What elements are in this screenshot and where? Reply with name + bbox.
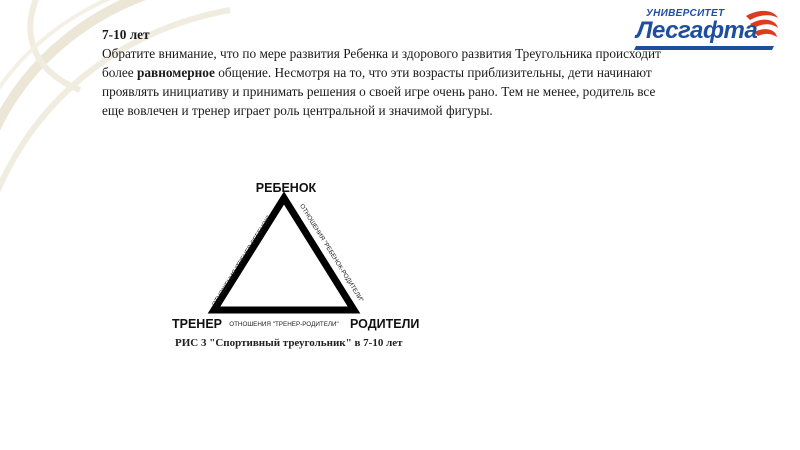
vertex-coach: ТРЕНЕР <box>172 317 223 331</box>
sport-triangle-diagram <box>160 170 460 360</box>
logo-main-text: Лесгафта <box>636 17 758 44</box>
logo-top-text: УНИВЕРСИТЕТ <box>646 8 725 19</box>
paragraph-emphasis: равномерное <box>137 65 215 80</box>
edge-child-parents: ОТНОШЕНИЯ "РЕБЕНОК-РОДИТЕЛИ" <box>298 202 365 304</box>
paragraph-part-2: общение. Несмотря на то, что эти возрасты приблизительны, дети начинают проявлять инициативу и принимать решения о своей игре очень рано. Тем не менее, родитель все еще вовлечен и тренер играет роль центральной и значимой фигуры. <box>102 65 656 118</box>
slide-heading: 7-10 лет <box>102 27 150 42</box>
vertex-parents: РОДИТЕЛИ <box>350 317 420 331</box>
figure-caption: РИС 3 "Спортивный треугольник" в 7-10 лет <box>175 337 403 349</box>
edge-coach-parents: ОТНОШЕНИЯ "ТРЕНЕР-РОДИТЕЛИ" <box>229 321 339 328</box>
edge-coach-child: ОТНОШЕНИЯ "ТРЕНЕР-РЕБЕНОК" <box>210 214 273 308</box>
slide-text <box>102 25 662 120</box>
slide-paragraph <box>102 44 662 120</box>
vertex-child: РЕБЕНОК <box>255 181 317 195</box>
paragraph-part-1: Обратите внимание, что по мере развития Ребенка и здорового развития Треугольника происходит более <box>102 46 661 80</box>
